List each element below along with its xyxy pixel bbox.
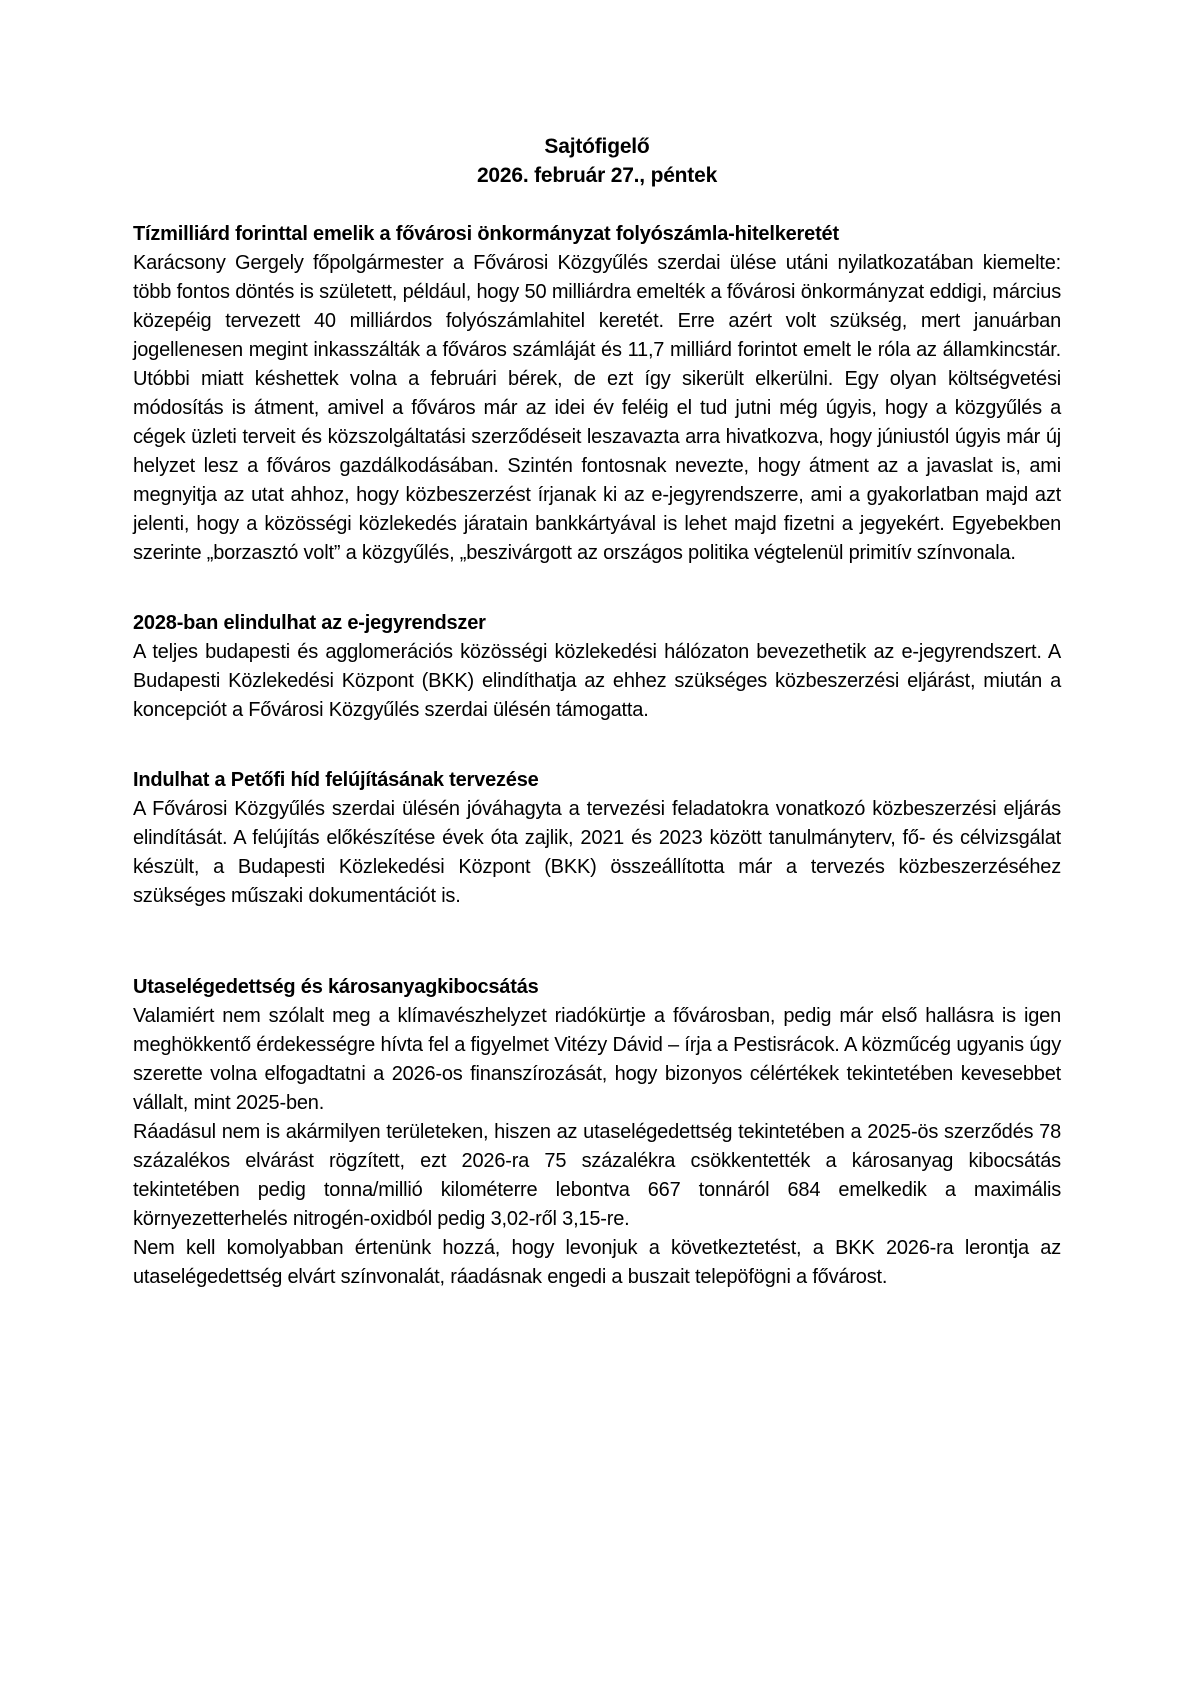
section-paragraph: A Fővárosi Közgyűlés szerdai ülésén jóváhagyta a tervezési feladatokra vonatkozó közbeszerzési eljárás elindítását. A felújítás előkészítése évek óta zajlik, 2021 és 2023 között tanulmányterv, fő- és célvizsgálat készült, a Budapesti Közlekedési Központ (BKK) összeállította már a tervezés közbeszerzéséhez szükséges műszaki dokumentációt is. — [133, 798, 1061, 907]
section-credit-limit — [133, 220, 1061, 568]
document-date: 2026. február 27., péntek — [476, 164, 718, 187]
section-paragraph: A teljes budapesti és agglomerációs közösségi közlekedési hálózaton bevezethetik az e-jegyrendszert. A Budapesti Közlekedési Központ (BKK) elindíthatja az ehhez szükséges közbeszerzési eljárást, miután a koncepciót a Fővárosi Közgyűlés szerdai ülésén támogatta. — [133, 641, 1061, 721]
section-paragraph: Valamiért nem szólalt meg a klímavészhelyzet riadókürtje a fővárosban, pedig már első hallásra is igen meghökkentő érdekességre hívta fel a figyelmet Vitézy Dávid – írja a Pestisrácok. A közműcég ugyanis úgy szerette volna elfogadtatni a 2026-os finanszírozását, hogy bizonyos célértékek tekintetében kevesebbet vállalt, mint 2025-ben. — [133, 1005, 1061, 1114]
section-heading: Tízmilliárd forinttal emelik a fővárosi önkormányzat folyószámla-hitelkeretét — [133, 223, 839, 245]
section-heading: 2028-ban elindulhat az e-jegyrendszer — [133, 612, 486, 634]
section-paragraph: Karácsony Gergely főpolgármester a Fővárosi Közgyűlés szerdai ülése utáni nyilatkozatában kiemelte: több fontos döntés is született, például, hogy 50 milliárdra emelték a fővárosi önkormányzat eddigi, március közepéig tervezett 40 milliárdos folyószámlahitel keretét. Erre azért volt szükség, mert januárban jogellenesen megint inkasszálták a főváros számláját és 11,7 milliárd forintot emelt le róla az államkincstár. Utóbbi miatt késhettek volna a februári bérek, de ezt így sikerült elkerülni. Egy olyan költségvetési módosítás is átment, amivel a főváros már az idei év feléig el tud jutni még úgyis, hogy a közgyűlés a cégek üzleti terveit és közszolgáltatási szerződéseit leszavazta arra hivatkozva, hogy júniustól úgyis már új helyzet lesz a főváros gazdálkodásában. Szintén fontosnak nevezte, hogy átment az a javaslat is, ami megnyitja az utat ahhoz, hogy közbeszerzést írjanak ki az e-jegyrendszerre, ami a gyakorlatban majd azt jelenti, hogy a közösségi közlekedés járatain bankkártyával is lehet majd fizetni a jegyekért. Egyebekben szerinte „borzasztó volt” a közgyűlés, „beszivárgott az országos politika végtelenül primitív színvonala. — [133, 252, 1061, 564]
section-paragraph: Nem kell komolyabban értenünk hozzá, hogy levonjuk a következtetést, a BKK 2026-ra lerontja az utaselégedettség elvárt színvonalát, ráadásnak engedi a buszait telepöfögni a fővárost. — [133, 1237, 1061, 1288]
section-eticket — [133, 609, 1061, 725]
section-heading: Utaselégedettség és károsanyagkibocsátás — [133, 976, 539, 998]
section-passenger-satisfaction — [133, 973, 1061, 1292]
section-petofi-bridge — [133, 766, 1061, 911]
document-header — [133, 132, 1061, 190]
document-title: Sajtófigelő — [544, 135, 650, 158]
section-paragraph: Ráadásul nem is akármilyen területeken, hiszen az utaselégedettség tekintetében a 2025-ös szerződés 78 százalékos elvárást rögzített, ezt 2026-ra 75 százalékra csökkentették a károsanyag kibocsátás tekintetében pedig tonna/millió kilométerre lebontva 667 tonnáról 684 emelkedik a maximális környezetterhelés nitrogén-oxidból pedig 3,02-ről 3,15-re. — [133, 1121, 1061, 1230]
section-heading: Indulhat a Petőfi híd felújításának tervezése — [133, 769, 539, 791]
